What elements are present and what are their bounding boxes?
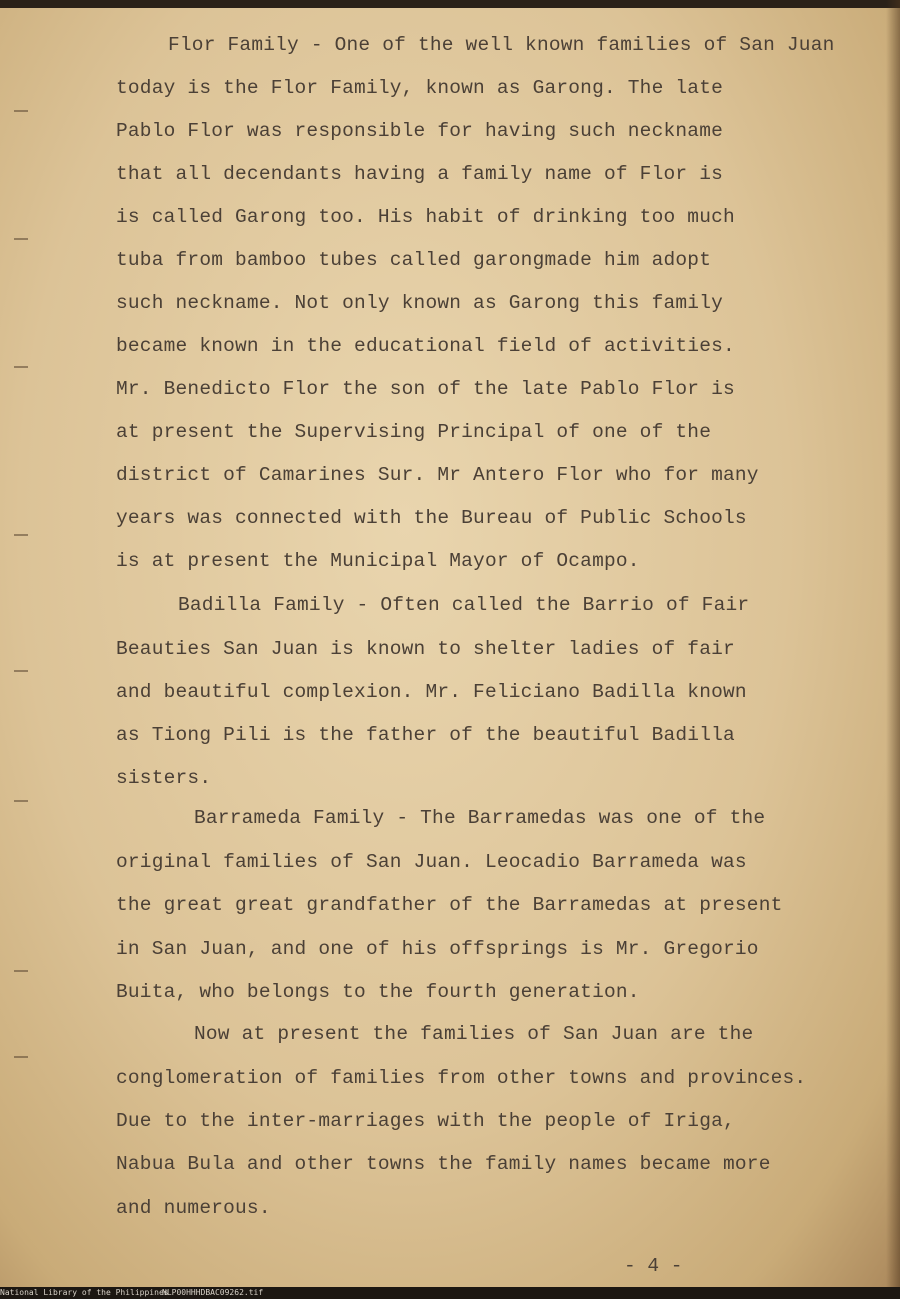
text-line: became known in the educational field of activities. (116, 335, 735, 357)
text-line: Due to the inter-marriages with the people of Iriga, (116, 1110, 735, 1132)
footer-file-id: NLP00HHHDBAC09262.tif (162, 1288, 264, 1297)
scan-right-edge (886, 0, 900, 1299)
text-line: sisters. (116, 767, 212, 789)
text-line: such neckname. Not only known as Garong this family (116, 292, 723, 314)
text-line: is called Garong too. His habit of drinking too much (116, 206, 735, 228)
text-line: is at present the Municipal Mayor of Ocampo. (116, 550, 640, 572)
text-line: conglomeration of families from other towns and provinces. (116, 1067, 807, 1089)
text-line: Buita, who belongs to the fourth generation. (116, 981, 640, 1003)
text-line: and beautiful complexion. Mr. Feliciano Badilla known (116, 681, 747, 703)
text-line: original families of San Juan. Leocadio Barrameda was (116, 851, 747, 873)
scan-top-edge (0, 0, 900, 8)
scan-footer-bar (0, 1287, 900, 1299)
margin-mark (14, 366, 28, 368)
text-line: Mr. Benedicto Flor the son of the late Pablo Flor is (116, 378, 735, 400)
text-line: district of Camarines Sur. Mr Antero Flor who for many (116, 464, 759, 486)
text-line: Badilla Family - Often called the Barrio of Fair (178, 594, 750, 616)
text-line: and numerous. (116, 1197, 271, 1219)
text-line: Now at present the families of San Juan are the (194, 1023, 754, 1045)
text-line: Barrameda Family - The Barramedas was one of the (194, 807, 766, 829)
margin-mark (14, 534, 28, 536)
text-line: Nabua Bula and other towns the family names became more (116, 1153, 771, 1175)
margin-mark (14, 800, 28, 802)
text-line: today is the Flor Family, known as Garong. The late (116, 77, 723, 99)
margin-mark (14, 970, 28, 972)
text-line: that all decendants having a family name of Flor is (116, 163, 723, 185)
text-line: as Tiong Pili is the father of the beautiful Badilla (116, 724, 735, 746)
text-line: in San Juan, and one of his offsprings is Mr. Gregorio (116, 938, 759, 960)
margin-mark (14, 670, 28, 672)
footer-institution: National Library of the Philippines (0, 1288, 169, 1297)
margin-mark (14, 110, 28, 112)
margin-mark (14, 1056, 28, 1058)
text-line: tuba from bamboo tubes called garongmade him adopt (116, 249, 712, 271)
margin-mark (14, 238, 28, 240)
text-line: Beauties San Juan is known to shelter ladies of fair (116, 638, 735, 660)
text-line: at present the Supervising Principal of one of the (116, 421, 712, 443)
text-line: Pablo Flor was responsible for having such neckname (116, 120, 723, 142)
text-line: years was connected with the Bureau of Public Schools (116, 507, 747, 529)
page-number: - 4 - (624, 1255, 683, 1277)
text-line: the great great grandfather of the Barramedas at present (116, 894, 783, 916)
text-line: Flor Family - One of the well known families of San Juan (168, 34, 835, 56)
